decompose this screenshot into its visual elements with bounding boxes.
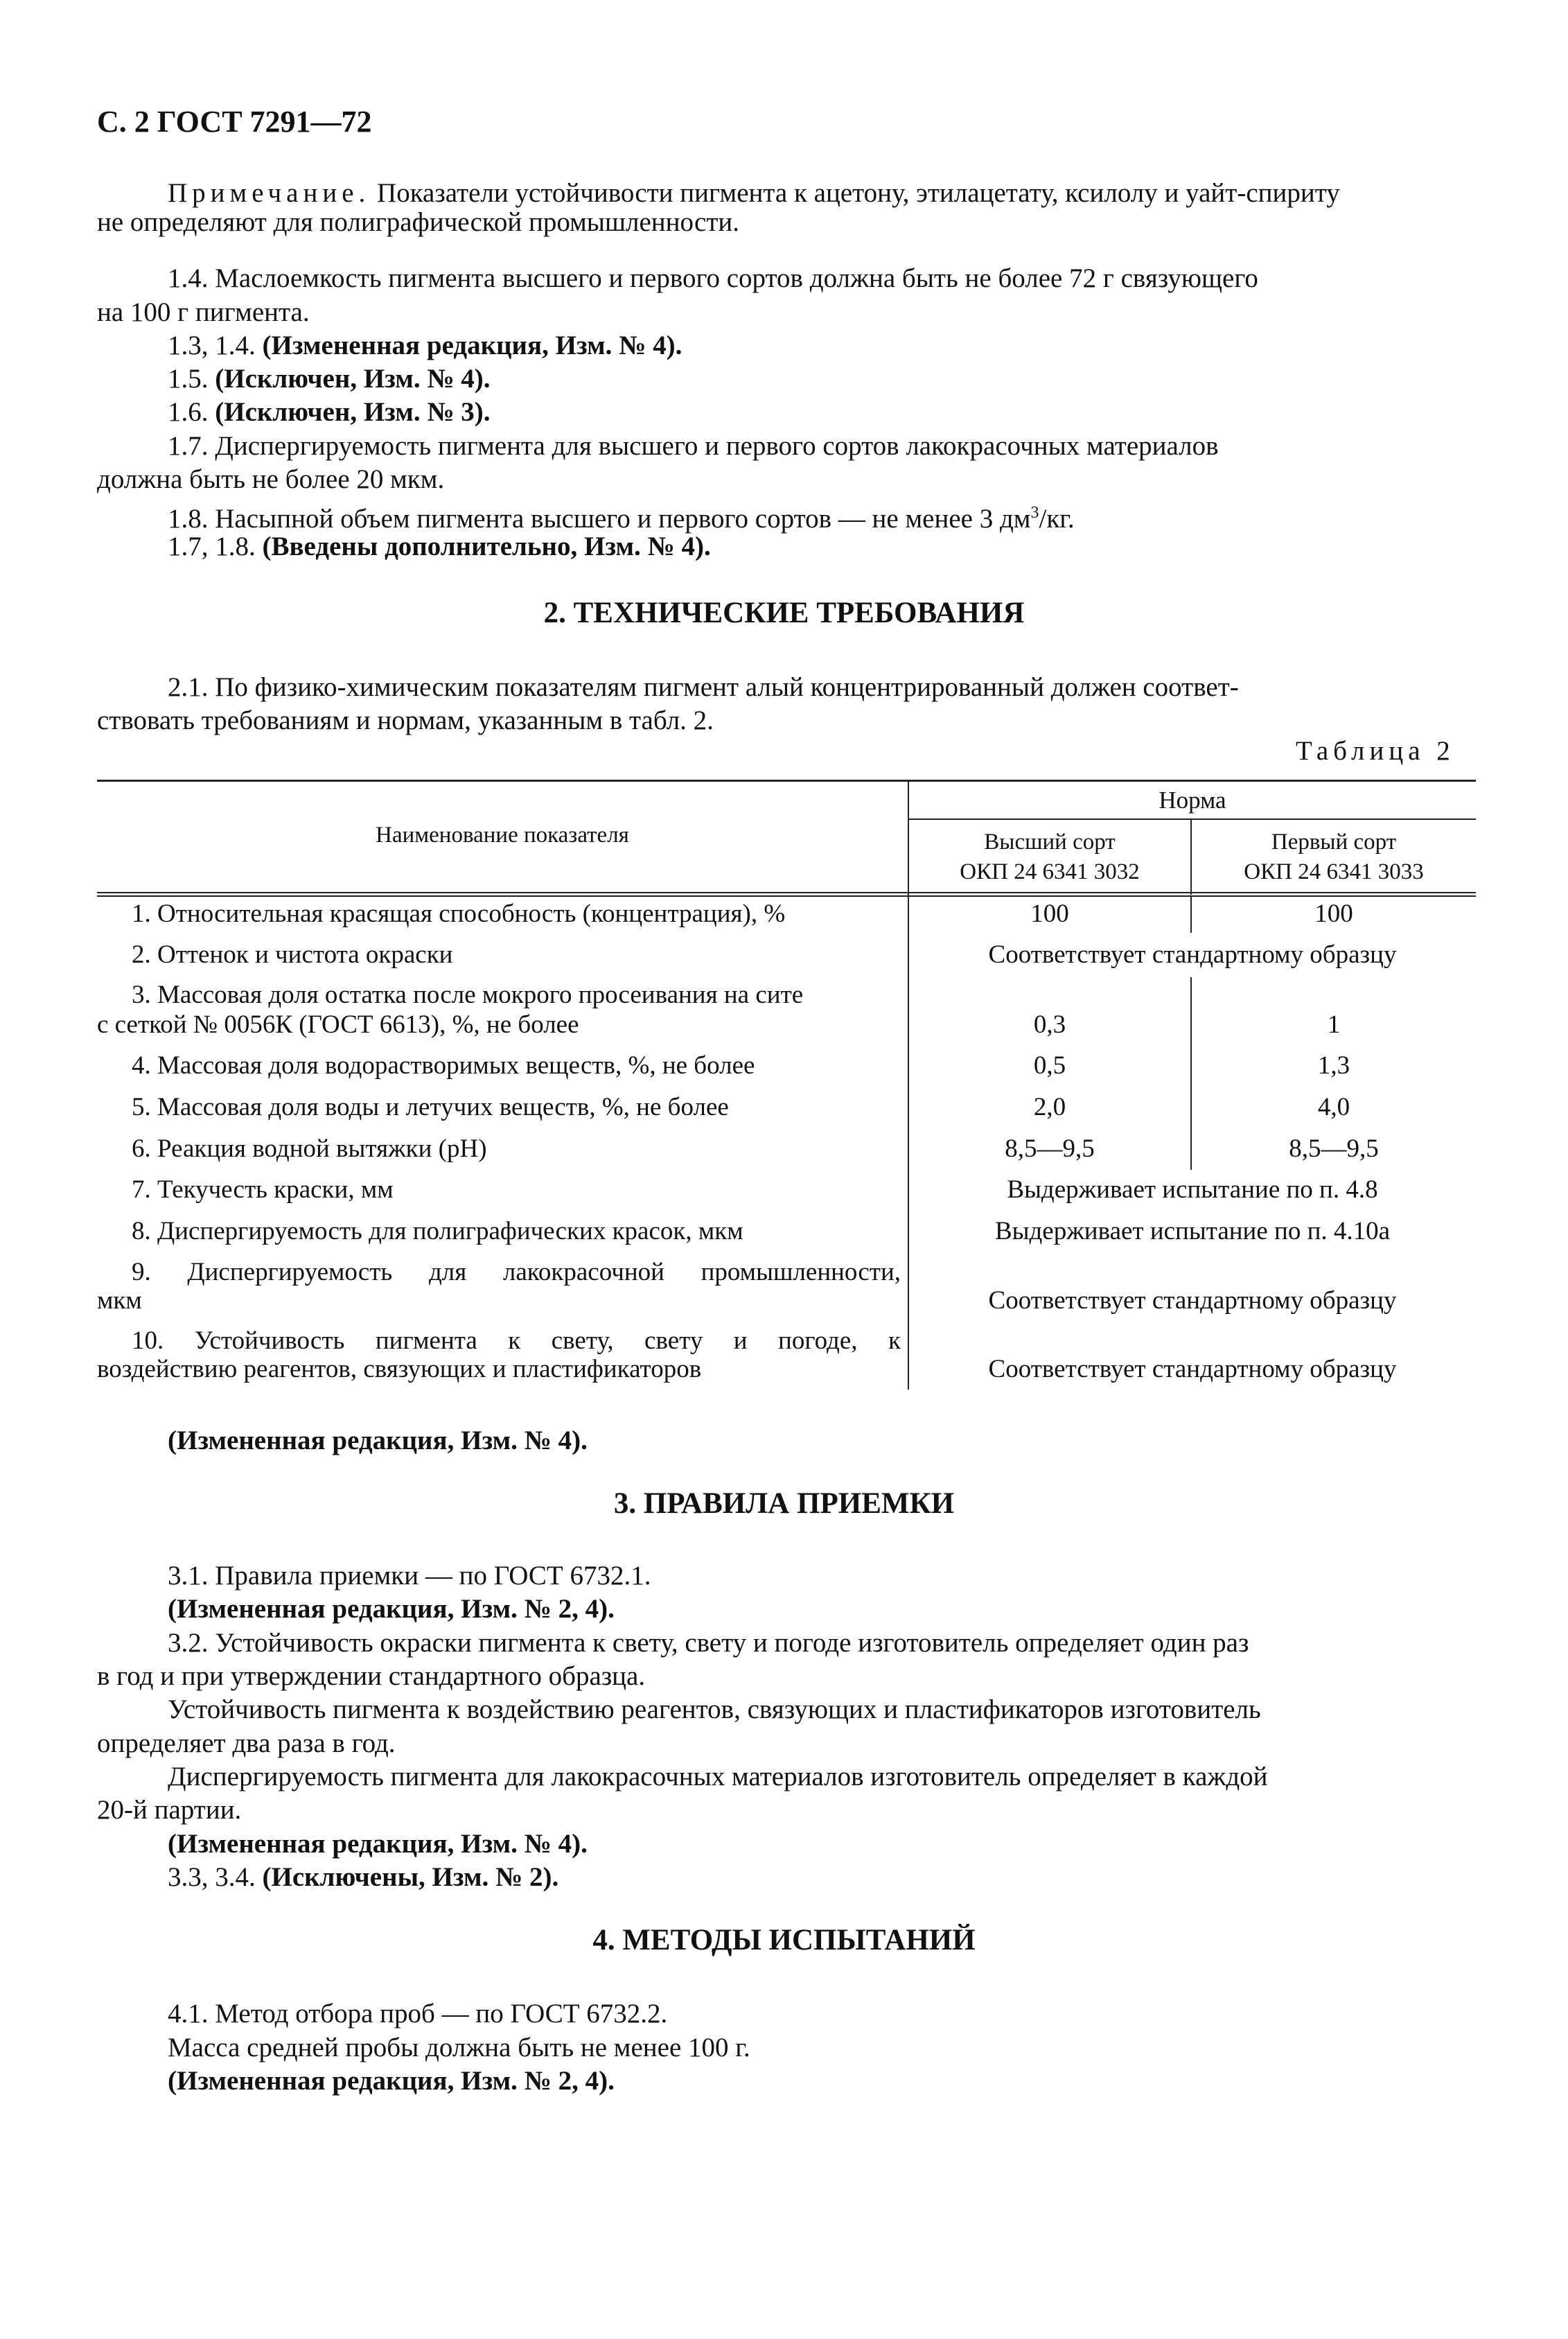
table-row-name: 6. Реакция водной вытяжки (pH) bbox=[132, 1135, 487, 1163]
table-cell-grade-2: 1 bbox=[1327, 1010, 1341, 1039]
para-4-1: 4.1. Метод отбора проб — по ГОСТ 6732.2. bbox=[168, 1999, 668, 2029]
table-row-name: 4. Массовая доля водорастворимых веществ, %, не более bbox=[132, 1051, 755, 1080]
table-row-name: 9. Диспергируемость для лакокрасочной промышленности, bbox=[132, 1258, 901, 1286]
note-line-2: не определяют для полиграфической промышленности. bbox=[97, 207, 739, 237]
grade-1-name: Высший сорт bbox=[984, 830, 1116, 855]
grade-1-code: ОКП 24 6341 3032 bbox=[960, 859, 1140, 884]
para-1-7-line-1: 1.7. Диспергируемость пигмента для высшего и первого сортов лакокрасочных материалов bbox=[168, 431, 1219, 461]
table-row-name: 7. Текучесть краски, мм bbox=[132, 1175, 394, 1204]
table-row-name: 8. Диспергируемость для полиграфических красок, мкм bbox=[132, 1217, 743, 1245]
norm-subheader-rule bbox=[908, 818, 1476, 820]
para-1-3-1-4 bbox=[168, 329, 682, 362]
table-row-name-cont: с сеткой № 0056К (ГОСТ 6613), %, не более bbox=[97, 1010, 579, 1039]
table-cell-merged: Соответствует стандартному образцу bbox=[988, 940, 1397, 969]
table-row-name: 1. Относительная красящая способность (концентрация), % bbox=[132, 900, 786, 928]
table-cell-grade-2: 100 bbox=[1314, 900, 1353, 928]
table-cell-grade-1: 100 bbox=[1030, 900, 1069, 928]
amendment-note: (Измененная редакция, Изм. № 2, 4). bbox=[168, 2066, 615, 2096]
page-header: С. 2 ГОСТ 7291—72 bbox=[97, 105, 372, 139]
para-1-4-line-2: на 100 г пигмента. bbox=[97, 297, 310, 327]
para-1-8-unit: /кг. bbox=[1039, 504, 1075, 534]
para-1-6 bbox=[168, 396, 491, 429]
amendment-note: (Исключен, Изм. № 3). bbox=[215, 397, 491, 427]
header-bottom-rule-2 bbox=[97, 895, 1476, 897]
table-cell-grade-1: 8,5—9,5 bbox=[1005, 1135, 1095, 1163]
table-row-name: 3. Массовая доля остатка после мокрого просеивания на сите bbox=[132, 981, 804, 1009]
table-top-rule bbox=[97, 780, 1476, 782]
para-2-1-line-2: ствовать требованиям и нормам, указанным в табл. 2. bbox=[97, 706, 714, 735]
table-row-name: 10. Устойчивость пигмента к свету, свету и погоде, к bbox=[132, 1326, 901, 1355]
section-4-title: 4. МЕТОДЫ ИСПЫТАНИЙ bbox=[592, 1924, 976, 1956]
para-3-2-line-5: Диспергируемость пигмента для лакокрасочных материалов изготовитель определяет в каждой bbox=[168, 1762, 1268, 1792]
para-1-7-line-2: должна быть не более 20 мкм. bbox=[97, 464, 445, 494]
table-row-name: 5. Массовая доля воды и летучих веществ, %, не более bbox=[132, 1093, 729, 1121]
table-row-name: 2. Оттенок и чистота окраски bbox=[132, 940, 453, 969]
amendment-note: (Введены дополнительно, Изм. № 4). bbox=[262, 532, 711, 561]
table-cell-grade-2: 8,5—9,5 bbox=[1289, 1135, 1379, 1163]
para-number: 1.6. bbox=[168, 397, 209, 427]
table-cell-merged: Соответствует стандартному образцу bbox=[988, 1355, 1397, 1383]
table-cell-grade-2: 4,0 bbox=[1317, 1093, 1350, 1121]
para-number: 1.5. bbox=[168, 364, 209, 394]
para-number: 1.7, 1.8. bbox=[168, 532, 256, 561]
para-4-1-line-2: Масса средней пробы должна быть не менее 100 г. bbox=[168, 2033, 750, 2062]
amendment-note: (Измененная редакция, Изм. № 2, 4). bbox=[168, 1594, 615, 1624]
para-1-7-1-8 bbox=[168, 530, 711, 563]
para-3-2-line-2: в год и при утверждении стандартного образца. bbox=[97, 1661, 646, 1691]
para-number: 3.3, 3.4. bbox=[168, 1862, 256, 1892]
table-cell-merged: Соответствует стандартному образцу bbox=[988, 1286, 1397, 1315]
amendment-note: (Измененная редакция, Изм. № 4). bbox=[262, 331, 682, 360]
col-header-name: Наименование показателя bbox=[376, 823, 629, 848]
superscript: 3 bbox=[1030, 504, 1039, 522]
para-3-2-line-4: определяет два раза в год. bbox=[97, 1728, 396, 1758]
amendment-note: (Измененная редакция, Изм. № 4). bbox=[168, 1829, 588, 1859]
section-2-title: 2. ТЕХНИЧЕСКИЕ ТРЕБОВАНИЯ bbox=[543, 597, 1025, 629]
para-1-5 bbox=[168, 362, 491, 396]
note-line-1 bbox=[168, 177, 1340, 210]
header-bottom-rule-1 bbox=[97, 892, 1476, 893]
table-amendment-note: (Измененная редакция, Изм. № 4). bbox=[168, 1426, 588, 1455]
table-cell-grade-1: 0,5 bbox=[1033, 1051, 1066, 1080]
amendment-note: (Исключен, Изм. № 4). bbox=[215, 364, 491, 394]
table-cell-merged: Выдерживает испытание по п. 4.8 bbox=[1007, 1175, 1378, 1204]
para-1-8-text: 1.8. Насыпной объем пигмента высшего и первого сортов — не менее 3 дм bbox=[168, 504, 1031, 534]
para-3-2-line-3: Устойчивость пигмента к воздействию реагентов, связующих и пластификаторов изготовитель bbox=[168, 1694, 1261, 1724]
para-3-3-3-4 bbox=[168, 1861, 558, 1894]
para-2-1-line-1: 2.1. По физико-химическим показателям пигмент алый концентрированный должен соответ- bbox=[168, 672, 1239, 702]
table-row-name-cont: воздействию реагентов, связующих и пластификаторов bbox=[97, 1355, 702, 1383]
grade-2-name: Первый сорт bbox=[1271, 830, 1397, 855]
amendment-note: (Исключены, Изм. № 2). bbox=[262, 1862, 559, 1892]
table-cell-grade-1: 2,0 bbox=[1033, 1093, 1066, 1121]
col-header-norm: Норма bbox=[1159, 787, 1226, 814]
table-caption: Таблица 2 bbox=[1296, 736, 1455, 766]
para-3-2-line-6: 20-й партии. bbox=[97, 1795, 242, 1825]
section-3-title: 3. ПРАВИЛА ПРИЕМКИ bbox=[613, 1487, 955, 1520]
table-cell-grade-1: 0,3 bbox=[1033, 1010, 1066, 1039]
para-1-4-line-1: 1.4. Маслоемкость пигмента высшего и первого сортов должна быть не более 72 г связующего bbox=[168, 263, 1258, 293]
note-text-1: Показатели устойчивости пигмента к ацетону, этилацетату, ксилолу и уайт-спириту bbox=[377, 178, 1340, 208]
para-3-2-line-1: 3.2. Устойчивость окраски пигмента к свету, свету и погоде изготовитель определяет один раз bbox=[168, 1628, 1249, 1658]
para-number: 1.3, 1.4. bbox=[168, 331, 256, 360]
para-3-1: 3.1. Правила приемки — по ГОСТ 6732.1. bbox=[168, 1561, 651, 1591]
note-label: Примечание. bbox=[168, 178, 371, 208]
table-cell-merged: Выдерживает испытание по п. 4.10а bbox=[994, 1217, 1391, 1245]
table-row-name-cont: мкм bbox=[97, 1286, 142, 1315]
grade-2-code: ОКП 24 6341 3033 bbox=[1244, 859, 1424, 884]
table-cell-grade-2: 1,3 bbox=[1317, 1051, 1350, 1080]
